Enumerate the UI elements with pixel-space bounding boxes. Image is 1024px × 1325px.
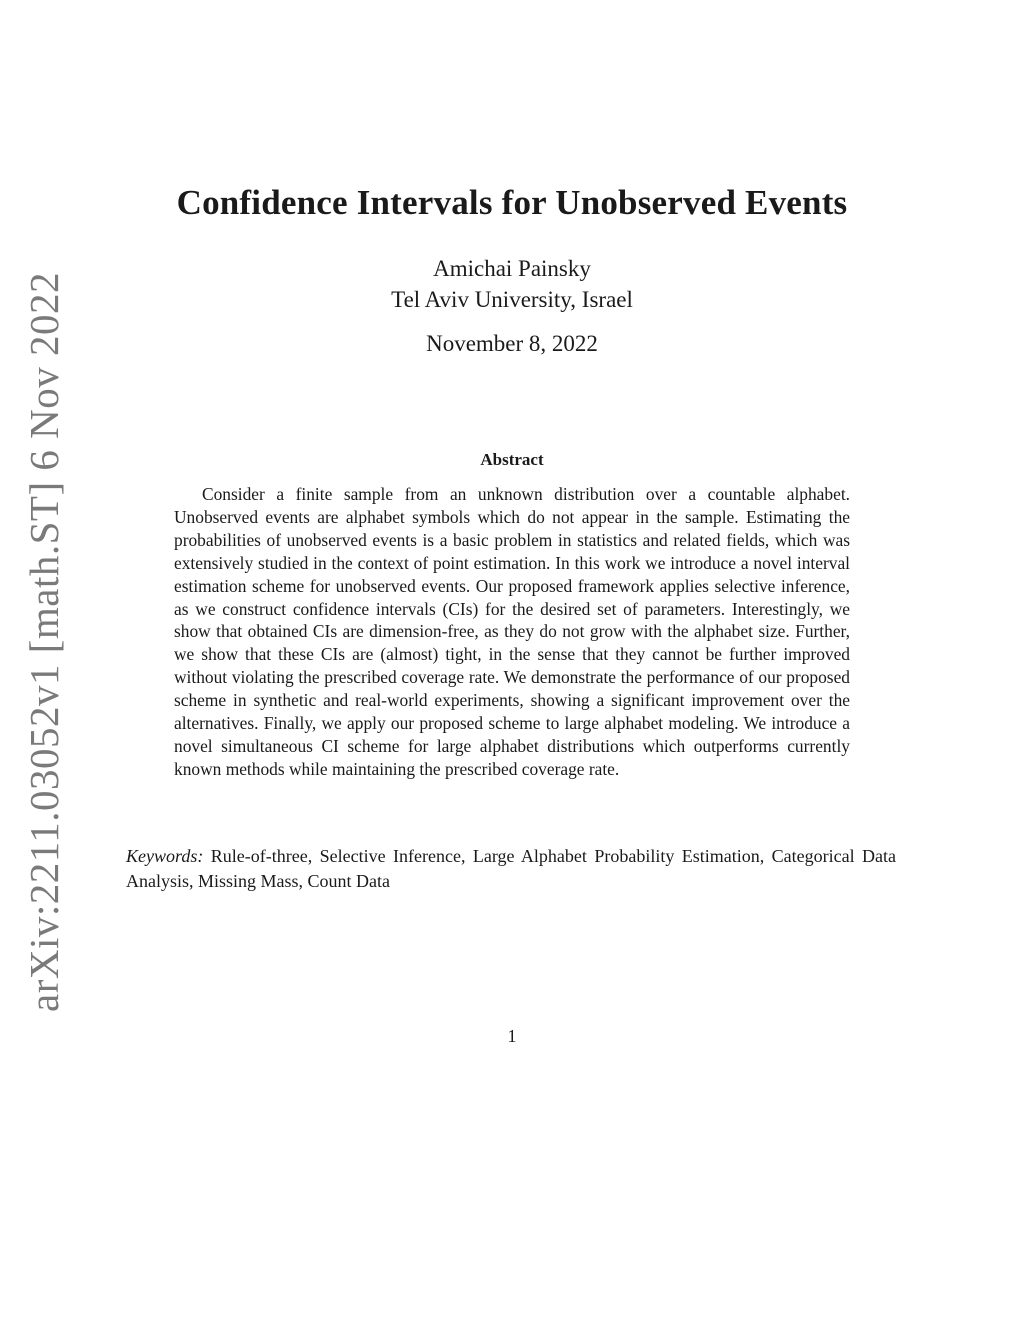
keywords-list: Rule-of-three, Selective Inference, Large Alphabet Probability Estimation, Categorical Data Analysis, Missing Mass, Count Data (126, 846, 897, 891)
abstract-text: Consider a finite sample from an unknown distribution over a countable alphabet. Unobserved events are alphabet symbols which do not appear in the sample. Estimating the probabilities of unobserved events is a basic problem in statistics and related fields, which was extensively studied in the context of point estimation. In this work we introduce a novel interval estimation scheme for unobserved events. Our proposed framework applies selective inference, as we construct confidence intervals (CIs) for the desired set of parameters. Interestingly, we show that obtained CIs are dimension-free, as they do not grow with the alphabet size. Further, we show that these CIs are (almost) tight, in the sense that they cannot be further improved without violating the prescribed coverage rate. We demonstrate the performance of our proposed scheme in synthetic and real-world experiments, showing a significant improvement over the alternatives. Finally, we apply our proposed scheme to large alphabet modeling. We introduce a novel simultaneous CI scheme for large alphabet distributions which outperforms currently known methods while maintaining the prescribed coverage rate. (174, 484, 850, 779)
author-affiliation: Tel Aviv University, Israel (391, 287, 633, 312)
abstract-heading: Abstract (480, 450, 544, 469)
keywords-label: Keywords: (126, 846, 204, 866)
page-number: 1 (507, 1026, 517, 1046)
arxiv-identifier-stamp: arXiv:2211.03052v1 [math.ST] 6 Nov 2022 (21, 272, 67, 1012)
paper-date: November 8, 2022 (426, 331, 598, 356)
author-name: Amichai Painsky (433, 256, 591, 281)
paper-title: Confidence Intervals for Unobserved Events (176, 183, 848, 222)
author-block (220, 253, 804, 315)
keywords-paragraph (126, 844, 896, 894)
